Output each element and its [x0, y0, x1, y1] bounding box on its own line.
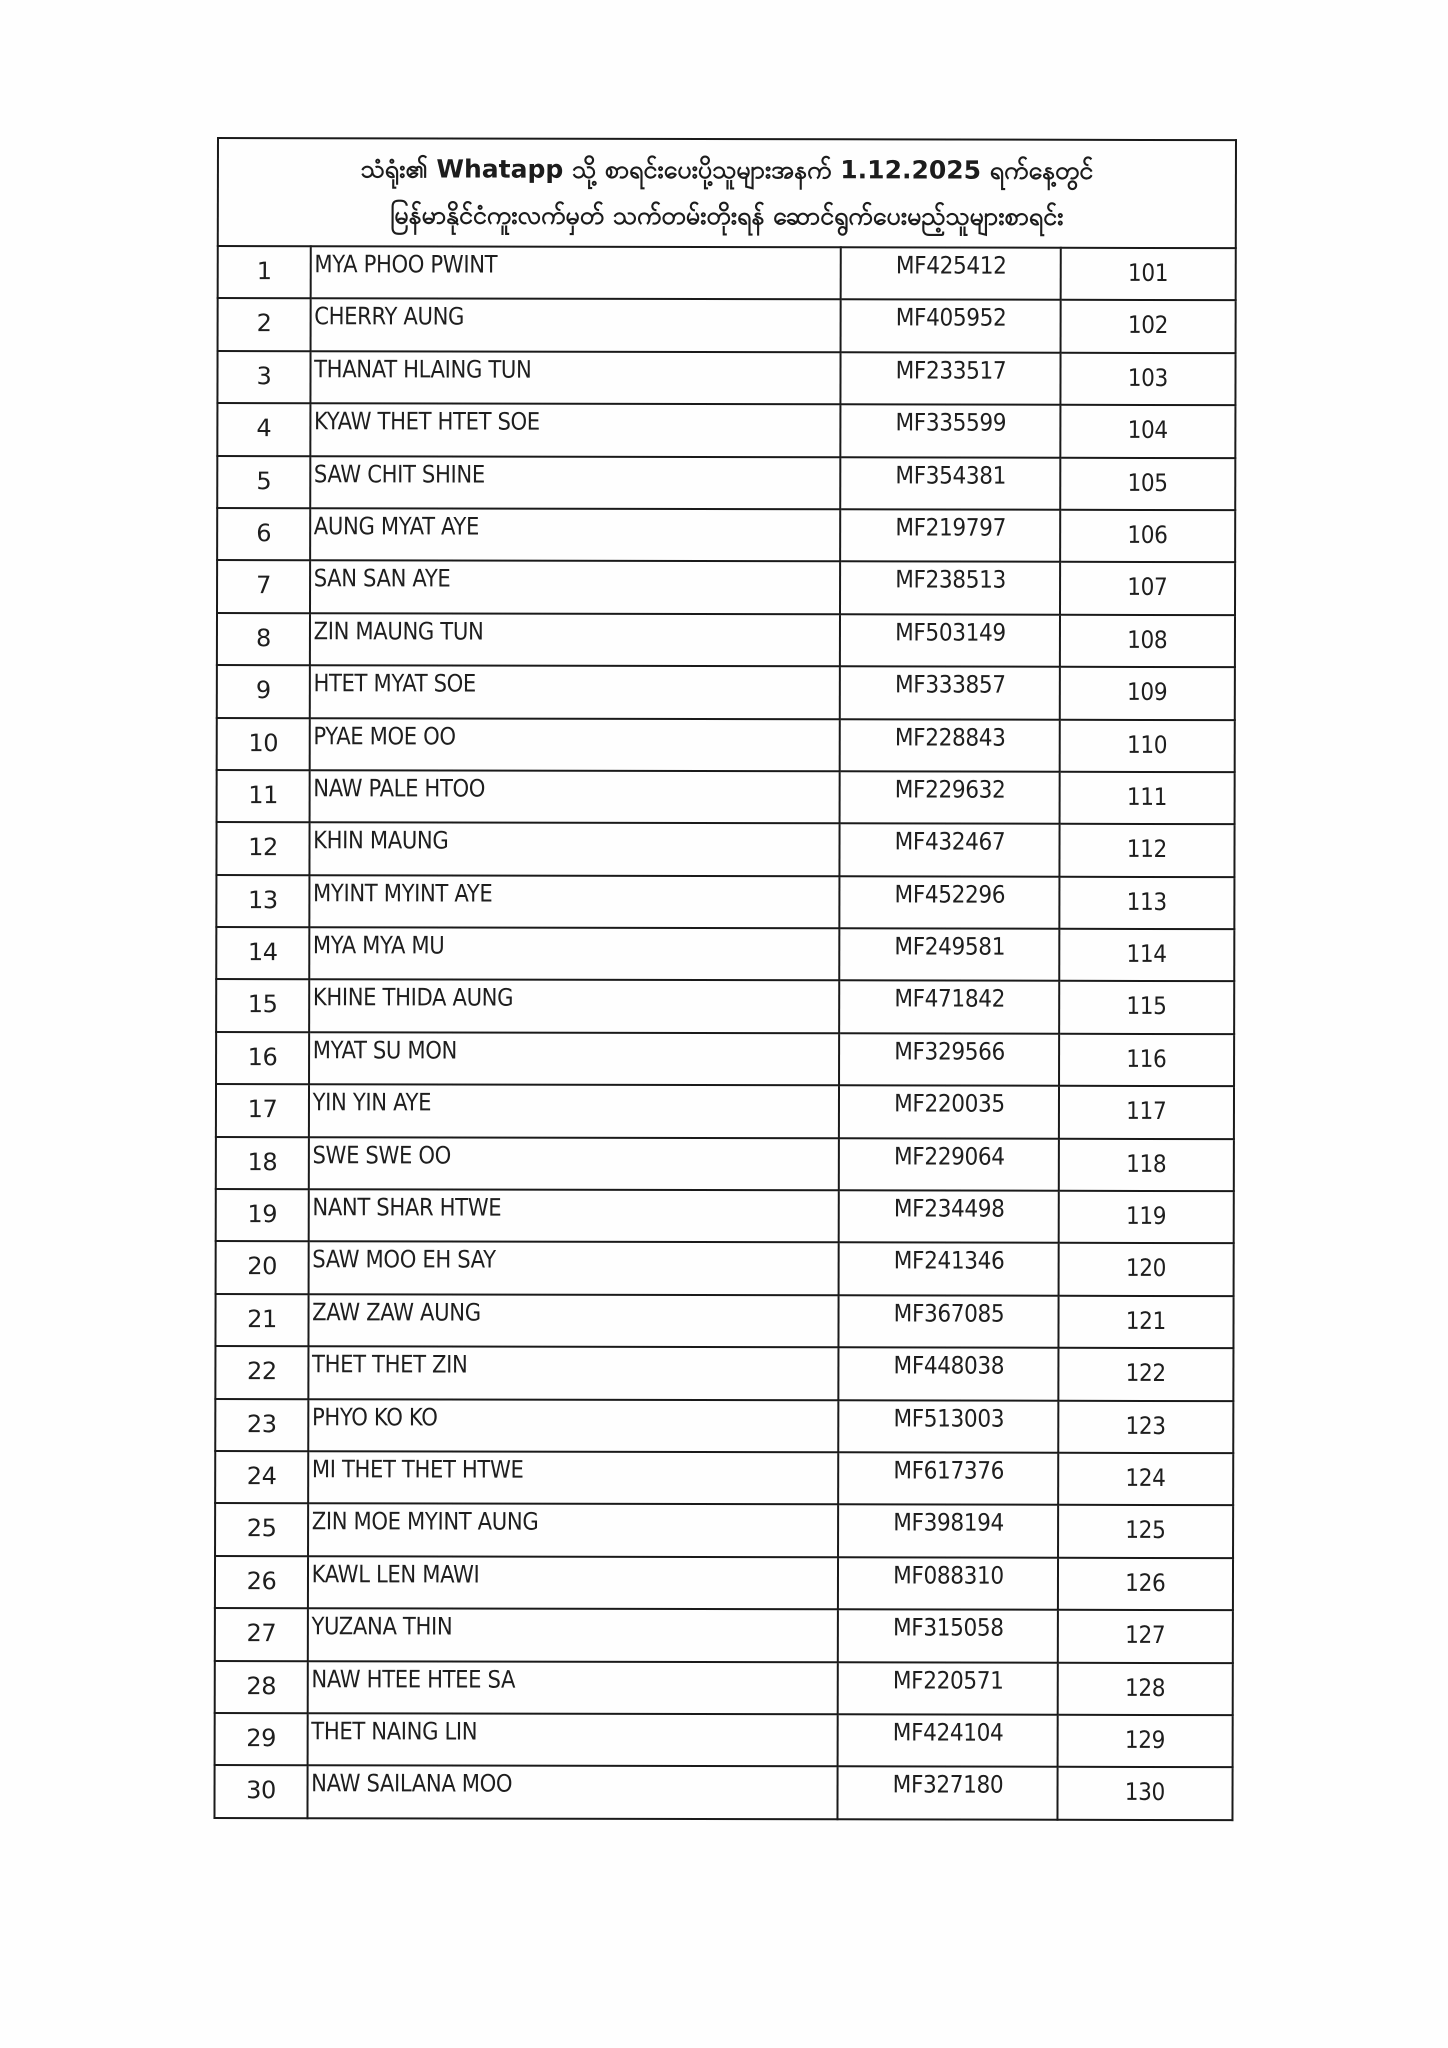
- row-number-cell: [217, 613, 310, 666]
- name-cell: [308, 1556, 838, 1610]
- table-row: [216, 1241, 1234, 1296]
- passport-number: MF241346: [893, 1246, 1004, 1276]
- row-number: 28: [246, 1671, 277, 1700]
- person-name: SAW CHIT SHINE: [313, 459, 485, 489]
- person-name: SWE SWE OO: [312, 1140, 451, 1170]
- table-row: [215, 1451, 1233, 1506]
- passport-number: MF513003: [892, 1404, 1004, 1433]
- row-number-cell: [214, 1765, 307, 1818]
- row-number: 1: [256, 257, 272, 286]
- row-number: 13: [247, 885, 278, 914]
- passport-cell: [840, 352, 1060, 405]
- sequence-cell: [1059, 1191, 1234, 1244]
- person-name: KYAW THET HTET SOE: [314, 407, 540, 436]
- row-number-cell: [218, 298, 311, 351]
- sequence-cell: [1058, 1715, 1233, 1768]
- passport-number: MF503149: [894, 618, 1006, 647]
- passport-number: MF220571: [892, 1665, 1004, 1695]
- sequence-number: 123: [1125, 1411, 1166, 1440]
- table-row: [216, 979, 1234, 1034]
- passport-number: MF452296: [894, 880, 1005, 909]
- sequence-cell: [1058, 1558, 1233, 1611]
- row-number: 11: [248, 780, 279, 810]
- sequence-cell: [1057, 1767, 1232, 1820]
- name-cell: [309, 822, 839, 876]
- passport-cell: [839, 1190, 1059, 1243]
- passport-number: MF234498: [893, 1194, 1005, 1223]
- row-number-cell: [217, 456, 310, 509]
- row-number-cell: [217, 403, 310, 456]
- row-number-cell: [217, 770, 310, 823]
- table-row: [217, 560, 1235, 615]
- sequence-cell: [1060, 457, 1235, 510]
- table-row: [215, 1713, 1233, 1768]
- passport-number: MF398194: [892, 1508, 1004, 1538]
- table-row: [215, 1503, 1233, 1558]
- name-cell: [308, 1504, 838, 1558]
- row-number: 2: [256, 309, 272, 338]
- name-cell: [310, 718, 840, 772]
- passport-number: MF333857: [894, 670, 1006, 699]
- person-name: THET NAING LIN: [311, 1717, 478, 1746]
- table-row: [215, 1608, 1233, 1663]
- person-name: ZIN MOE MYINT AUNG: [311, 1507, 539, 1537]
- passport-cell: [838, 1452, 1058, 1505]
- row-number-cell: [218, 246, 311, 299]
- row-number: 12: [248, 833, 278, 862]
- sequence-cell: [1059, 981, 1234, 1034]
- row-number: 9: [255, 676, 271, 705]
- passport-cell: [840, 666, 1060, 719]
- row-number-cell: [216, 927, 309, 980]
- table-row: [218, 246, 1236, 301]
- passport-number: MF327180: [892, 1770, 1003, 1799]
- table-row: [216, 822, 1234, 877]
- name-cell: [310, 456, 840, 510]
- sequence-cell: [1059, 1243, 1234, 1296]
- passport-cell: [838, 1400, 1058, 1453]
- passport-number: MF220035: [893, 1089, 1005, 1118]
- sequence-number: 101: [1128, 258, 1169, 287]
- row-number: 8: [255, 623, 271, 652]
- sequence-cell: [1061, 248, 1236, 301]
- person-name: PHYO KO KO: [311, 1402, 438, 1432]
- row-number-cell: [215, 1503, 308, 1556]
- passport-cell: [839, 928, 1059, 981]
- sequence-number: 126: [1125, 1568, 1166, 1597]
- sequence-number: 114: [1126, 939, 1167, 969]
- passport-number: MF471842: [893, 984, 1005, 1014]
- row-number: 25: [246, 1514, 277, 1543]
- passport-cell: [839, 876, 1059, 929]
- person-name: NAW PALE HTOO: [313, 774, 486, 803]
- row-number: 20: [247, 1252, 278, 1281]
- title-line-1: သံရုံး၏ Whatapp သို့ စာရင်းပေးပို့သူများအနက် 1.12.2025 ရက်နေ့တွင်: [360, 154, 1094, 185]
- sequence-number: 128: [1125, 1673, 1166, 1702]
- row-number-cell: [215, 1713, 308, 1766]
- passport-cell: [838, 1295, 1058, 1348]
- row-number: 23: [246, 1409, 277, 1438]
- name-cell: [309, 875, 839, 929]
- sequence-number: 111: [1127, 782, 1168, 811]
- name-cell: [309, 1032, 839, 1086]
- row-number: 7: [256, 571, 272, 600]
- sequence-number: 125: [1125, 1516, 1166, 1545]
- passport-number: MF367085: [893, 1299, 1004, 1328]
- row-number-cell: [215, 1556, 308, 1609]
- person-name: MYA PHOO PWINT: [314, 250, 498, 279]
- sequence-number: 104: [1127, 416, 1168, 445]
- table-row: [217, 665, 1235, 720]
- person-name: PYAE MOE OO: [313, 721, 456, 751]
- person-name: KHIN MAUNG: [313, 826, 449, 855]
- row-number: 22: [247, 1357, 277, 1386]
- sequence-number: 129: [1125, 1725, 1166, 1754]
- person-name: SAW MOO EH SAY: [312, 1245, 496, 1275]
- sequence-cell: [1060, 405, 1235, 458]
- name-cell: [311, 299, 841, 353]
- row-number: 5: [256, 466, 272, 495]
- person-name: NANT SHAR HTWE: [312, 1193, 502, 1222]
- sequence-number: 127: [1125, 1621, 1166, 1650]
- name-cell: [309, 1137, 839, 1191]
- sequence-cell: [1059, 824, 1234, 877]
- row-number: 14: [247, 938, 278, 967]
- row-number: 10: [248, 728, 279, 757]
- person-name: MYAT SU MON: [312, 1036, 458, 1065]
- row-number-cell: [217, 508, 310, 561]
- row-number-cell: [216, 1189, 309, 1242]
- table-title: [218, 138, 1236, 248]
- passport-number: MF425412: [895, 251, 1007, 280]
- passport-cell: [841, 247, 1061, 300]
- name-cell: [308, 1608, 838, 1662]
- passport-number: MF219797: [894, 513, 1006, 542]
- sequence-cell: [1059, 876, 1234, 929]
- table-row: [217, 351, 1235, 406]
- person-name: NAW HTEE HTEE SA: [311, 1664, 516, 1694]
- sequence-cell: [1059, 1086, 1234, 1139]
- sequence-number: 103: [1127, 363, 1169, 392]
- sequence-number: 109: [1127, 678, 1168, 707]
- sequence-cell: [1060, 719, 1235, 772]
- row-number-cell: [217, 665, 310, 718]
- row-number: 4: [256, 414, 272, 443]
- passport-number: MF088310: [892, 1561, 1004, 1590]
- person-name: MYINT MYINT AYE: [313, 878, 493, 908]
- table-row: [215, 1346, 1233, 1401]
- name-cell: [310, 351, 840, 405]
- table-row: [216, 927, 1234, 982]
- person-name: HTET MYAT SOE: [313, 669, 476, 698]
- sequence-number: 102: [1128, 311, 1169, 340]
- passport-number: MF424104: [892, 1718, 1004, 1747]
- sequence-number: 107: [1127, 573, 1168, 602]
- passport-cell: [840, 771, 1060, 824]
- table-row: [214, 1765, 1232, 1820]
- table-row: [216, 1032, 1234, 1087]
- name-cell: [310, 613, 840, 667]
- sequence-number: 108: [1127, 625, 1168, 654]
- person-name: ZIN MAUNG TUN: [313, 616, 484, 646]
- row-number: 16: [247, 1042, 278, 1071]
- passport-cell: [838, 1714, 1058, 1767]
- passport-number: MF228843: [894, 722, 1006, 752]
- sequence-number: 117: [1126, 1097, 1167, 1126]
- row-number-cell: [215, 1451, 308, 1504]
- passport-number: MF229632: [894, 775, 1005, 804]
- passport-cell: [839, 824, 1059, 877]
- person-name: THET THET ZIN: [312, 1350, 468, 1379]
- passport-cell: [838, 1348, 1058, 1401]
- passport-number: MF617376: [892, 1456, 1004, 1485]
- sequence-cell: [1059, 1138, 1234, 1191]
- passport-number: MF354381: [894, 460, 1006, 490]
- sequence-cell: [1060, 615, 1235, 668]
- sequence-cell: [1058, 1662, 1233, 1715]
- name-cell: [310, 665, 840, 719]
- row-number-cell: [216, 875, 309, 928]
- row-number-cell: [217, 351, 310, 404]
- sequence-number: 112: [1126, 835, 1168, 864]
- person-name: MI THET THET HTWE: [311, 1455, 524, 1484]
- row-number-cell: [217, 718, 310, 771]
- table-row: [215, 1399, 1233, 1454]
- table-row: [216, 1137, 1234, 1192]
- sequence-cell: [1059, 929, 1234, 982]
- row-number-cell: [215, 1399, 308, 1452]
- sequence-number: 119: [1126, 1201, 1167, 1231]
- person-name: THANAT HLAING TUN: [314, 354, 532, 384]
- name-cell: [309, 1189, 839, 1243]
- table-row: [216, 1084, 1234, 1139]
- sequence-cell: [1058, 1505, 1233, 1558]
- person-name: AUNG MYAT AYE: [313, 512, 480, 541]
- passport-number: MF329566: [893, 1037, 1005, 1066]
- passport-number: MF405952: [895, 303, 1006, 333]
- passport-cell: [839, 981, 1059, 1034]
- table-row: [217, 770, 1235, 825]
- passport-number: MF432467: [894, 827, 1005, 856]
- name-cell: [309, 1242, 839, 1296]
- passport-number: MF335599: [895, 408, 1006, 437]
- sequence-cell: [1058, 1348, 1233, 1401]
- table-row: [216, 875, 1234, 930]
- sequence-number: 106: [1127, 520, 1168, 549]
- passport-cell: [839, 1086, 1059, 1139]
- table-title-row: [218, 138, 1236, 248]
- sequence-cell: [1060, 562, 1235, 615]
- passport-cell: [840, 404, 1060, 457]
- table-row: [215, 1556, 1233, 1611]
- sequence-cell: [1060, 353, 1235, 406]
- person-name: SAN SAN AYE: [313, 564, 451, 593]
- sequence-cell: [1058, 1400, 1233, 1453]
- name-cell: [310, 403, 840, 457]
- row-number: 24: [246, 1462, 277, 1491]
- row-number: 19: [247, 1200, 278, 1229]
- name-cell: [309, 1084, 839, 1138]
- name-cell: [308, 1713, 838, 1767]
- name-cell: [309, 927, 839, 981]
- sequence-cell: [1060, 510, 1235, 563]
- name-cell: [307, 1766, 837, 1820]
- passport-renewal-list-table: [213, 137, 1237, 1821]
- sequence-cell: [1060, 667, 1235, 720]
- passport-number: MF249581: [893, 932, 1005, 961]
- sequence-number: 105: [1127, 468, 1168, 497]
- row-number: 3: [256, 361, 272, 390]
- person-name: MYA MYA MU: [312, 931, 445, 960]
- table-row: [217, 508, 1235, 563]
- passport-cell: [839, 1243, 1059, 1296]
- passport-number: MF233517: [895, 356, 1006, 385]
- row-number: 27: [246, 1619, 277, 1648]
- passport-number: MF315058: [892, 1613, 1004, 1642]
- passport-number: MF229064: [893, 1142, 1005, 1171]
- row-number: 26: [246, 1566, 277, 1595]
- row-number: 18: [247, 1147, 278, 1176]
- name-cell: [311, 246, 841, 300]
- sequence-number: 124: [1125, 1463, 1166, 1492]
- row-number-cell: [216, 1032, 309, 1085]
- person-name: NAW SAILANA MOO: [311, 1769, 513, 1798]
- person-name: CHERRY AUNG: [314, 302, 465, 331]
- sequence-cell: [1059, 1034, 1234, 1087]
- row-number-cell: [215, 1608, 308, 1661]
- table-row: [218, 298, 1236, 353]
- sequence-number: 113: [1126, 887, 1168, 916]
- passport-cell: [840, 509, 1060, 562]
- sequence-number: 116: [1126, 1044, 1167, 1073]
- sequence-cell: [1058, 1296, 1233, 1349]
- passport-cell: [837, 1767, 1057, 1820]
- passport-number: MF448038: [893, 1351, 1004, 1380]
- passport-cell: [838, 1662, 1058, 1715]
- passport-cell: [838, 1557, 1058, 1610]
- sequence-cell: [1061, 300, 1236, 353]
- row-number: 6: [256, 519, 272, 548]
- passport-cell: [839, 1033, 1059, 1086]
- title-line-2: မြန်မာနိုင်ငံကူးလက်မှတ် သက်တမ်းတိုးရန် ဆောင်ရွက်ပေးမည့်သူများစာရင်း: [390, 200, 1064, 231]
- row-number-cell: [216, 1137, 309, 1190]
- passport-number: MF238513: [894, 565, 1006, 594]
- row-number: 21: [247, 1304, 277, 1333]
- passport-cell: [840, 562, 1060, 615]
- sequence-cell: [1058, 1610, 1233, 1663]
- person-name: YUZANA THIN: [311, 1612, 453, 1641]
- row-number-cell: [215, 1294, 308, 1347]
- row-number: 17: [247, 1095, 278, 1124]
- passport-cell: [840, 719, 1060, 772]
- passport-cell: [840, 457, 1060, 510]
- sequence-number: 110: [1127, 730, 1168, 759]
- sequence-cell: [1058, 1453, 1233, 1506]
- sequence-number: 120: [1126, 1254, 1167, 1283]
- name-cell: [310, 770, 840, 824]
- sequence-number: 121: [1125, 1306, 1167, 1335]
- table-row: [217, 718, 1235, 773]
- table-row: [216, 1189, 1234, 1244]
- name-cell: [308, 1294, 838, 1348]
- table-row: [217, 403, 1235, 458]
- row-number: 30: [246, 1776, 276, 1805]
- table-row: [217, 456, 1235, 511]
- row-number: 15: [247, 990, 278, 1019]
- name-cell: [308, 1451, 838, 1505]
- table-row: [215, 1294, 1233, 1349]
- name-cell: [308, 1399, 838, 1453]
- passport-cell: [838, 1609, 1058, 1662]
- row-number-cell: [216, 979, 309, 1032]
- row-number-cell: [217, 560, 310, 613]
- row-number-cell: [215, 1661, 308, 1714]
- name-cell: [308, 1661, 838, 1715]
- name-cell: [309, 980, 839, 1034]
- row-number-cell: [216, 1241, 309, 1294]
- sequence-number: 122: [1125, 1359, 1167, 1388]
- table-row: [217, 613, 1235, 668]
- sequence-number: 130: [1124, 1778, 1166, 1807]
- passport-cell: [841, 300, 1061, 353]
- person-name: KAWL LEN MAWI: [311, 1559, 480, 1589]
- passport-cell: [840, 614, 1060, 667]
- row-number: 29: [246, 1724, 277, 1753]
- person-name: YIN YIN AYE: [312, 1088, 432, 1117]
- sequence-cell: [1060, 772, 1235, 825]
- name-cell: [310, 561, 840, 615]
- table-row: [215, 1661, 1233, 1716]
- person-name: ZAW ZAW AUNG: [312, 1298, 481, 1327]
- name-cell: [310, 508, 840, 562]
- row-number-cell: [215, 1346, 308, 1399]
- passport-cell: [839, 1138, 1059, 1191]
- person-name: KHINE THIDA AUNG: [312, 983, 514, 1013]
- passport-cell: [838, 1505, 1058, 1558]
- row-number-cell: [216, 822, 309, 875]
- name-cell: [308, 1346, 838, 1400]
- sequence-number: 115: [1126, 992, 1167, 1021]
- sequence-number: 118: [1126, 1149, 1167, 1178]
- row-number-cell: [216, 1084, 309, 1137]
